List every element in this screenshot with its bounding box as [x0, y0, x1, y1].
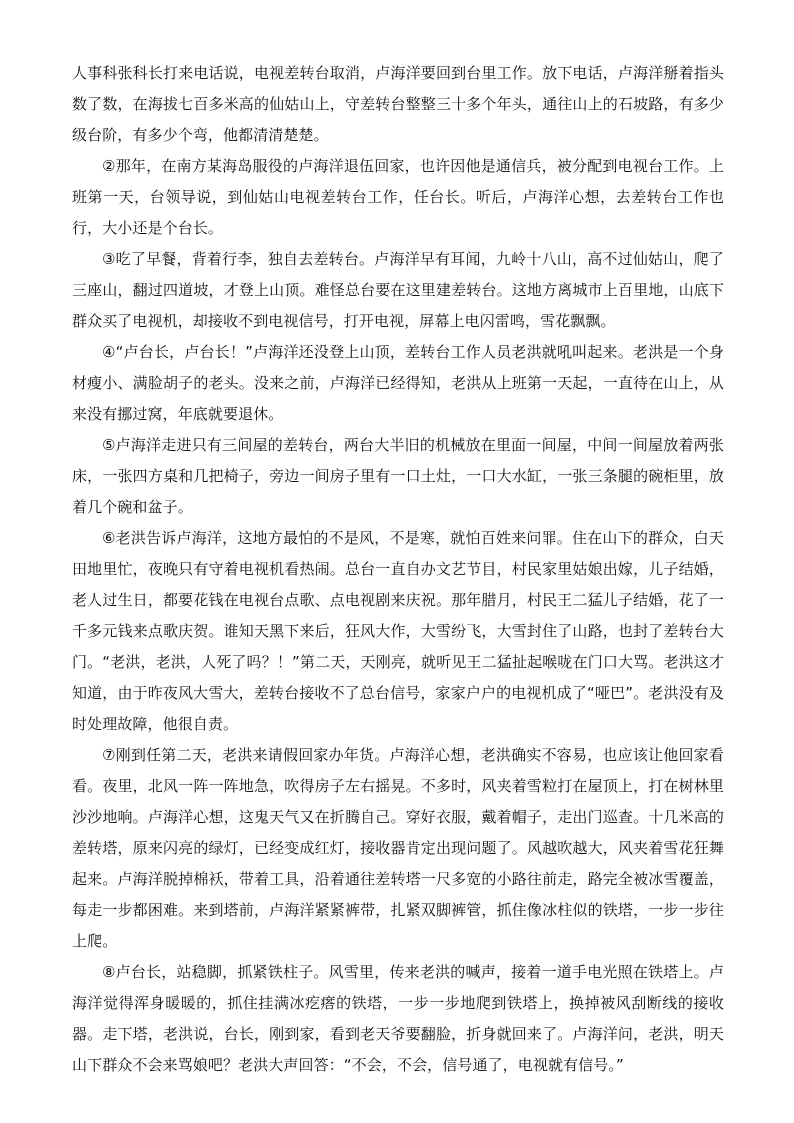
paragraph-2: ②那年，在南方某海岛服役的卢海洋退伍回家，也许因他是通信兵，被分配到电视台工作。上班第一天，台领导说，到仙姑山电视差转台工作，任台长。听后，卢海洋心想，去差转台工作也行，大小还是个台长。 [72, 157, 724, 237]
paragraph-3: ③吃了早餐，背着行李，独自去差转台。卢海洋早有耳闻，九岭十八山，高不过仙姑山，爬了三座山，翻过四道坡，才登上山顶。难怪总台要在这里建差转台。这地方离城市上百里地，山底下群众买了电视机，却接收不到电视信号，打开电视，屏幕上电闪雷鸣，雪花飘飘。 [72, 250, 724, 330]
paragraph-7: ⑦刚到任第二天，老洪来请假回家办年货。卢海洋心想，老洪确实不容易，也应该让他回家看看。夜里，北风一阵一阵地急，吹得房子左右摇晃。不多时，风夹着雪粒打在屋顶上，打在树林里沙沙地响。卢海洋心想，这鬼天气又在折腾自己。穿好衣服，戴着帽子，走出门巡查。十几米高的差转塔，原来闪亮的绿灯，已经变成红灯，接收器肯定出现问题了。风越吹越大，风夹着雪花狂舞起来。卢海洋脱掉棉袄，带着工具，沿着通往差转塔一尺多宽的小路往前走，路完全被冰雪覆盖，每走一步都困难。来到塔前，卢海洋紧紧裤带，扎紧双脚裤管，抓住像冰柱似的铁塔，一步一步往上爬。 [72, 746, 724, 950]
paragraph-5: ⑤卢海洋走进只有三间屋的差转台，两台大半旧的机械放在里面一间屋，中间一间屋放着两张床，一张四方桌和几把椅子，旁边一间房子里有一口土灶，一口大水缸，一张三条腿的碗柜里，放着几个碗和盆子。 [72, 436, 724, 516]
paragraph-4: ④“卢台长，卢台长！”卢海洋还没登上山顶，差转台工作人员老洪就吼叫起来。老洪是一个身材瘦小、满脸胡子的老头。没来之前，卢海洋已经得知，老洪从上班第一天起，一直待在山上，从来没有挪过窝，年底就要退休。 [72, 343, 724, 423]
paragraph-6: ⑥老洪告诉卢海洋，这地方最怕的不是风，不是寒，就怕百姓来问罪。住在山下的群众，白天田地里忙，夜晚只有守着电视机看热闹。总台一直自办文艺节目，村民家里姑娘出嫁，儿子结婚，老人过生日，都要花钱在电视台点歌、点电视剧来庆祝。那年腊月，村民王二猛儿子结婚，花了一千多元钱来点歌庆贺。谁知天黑下来后，狂风大作，大雪纷飞，大雪封住了山路，也封了差转台大门。“老洪，老洪，人死了吗？！”第二天，天刚亮，就听见王二猛扯起喉咙在门口大骂。老洪这才知道，由于昨夜风大雪大，差转台接收不了总台信号，家家户户的电视机成了“哑巴”。老洪没有及时处理故障，他很自责。 [72, 529, 724, 733]
paragraph-1: 人事科张科长打来电话说，电视差转台取消，卢海洋要回到台里工作。放下电话，卢海洋掰着指头数了数，在海拔七百多米高的仙姑山上，守差转台整整三十多个年头，通往山上的石坡路，有多少级台阶，有多少个弯，他都清清楚楚。 [72, 64, 724, 144]
document-page [72, 58, 724, 1081]
paragraph-8: ⑧卢台长，站稳脚，抓紧铁柱子。风雪里，传来老洪的喊声，接着一道手电光照在铁塔上。卢海洋觉得浑身暖暖的，抓住挂满冰疙瘩的铁塔，一步一步地爬到铁塔上，换掉被风刮断线的接收器。走下塔，老洪说，台长，刚到家，看到老天爷要翻脸，折身就回来了。卢海洋问，老洪，明天山下群众不会来骂娘吧？老洪大声回答：“不会，不会，信号通了，电视就有信号。” [72, 963, 724, 1074]
